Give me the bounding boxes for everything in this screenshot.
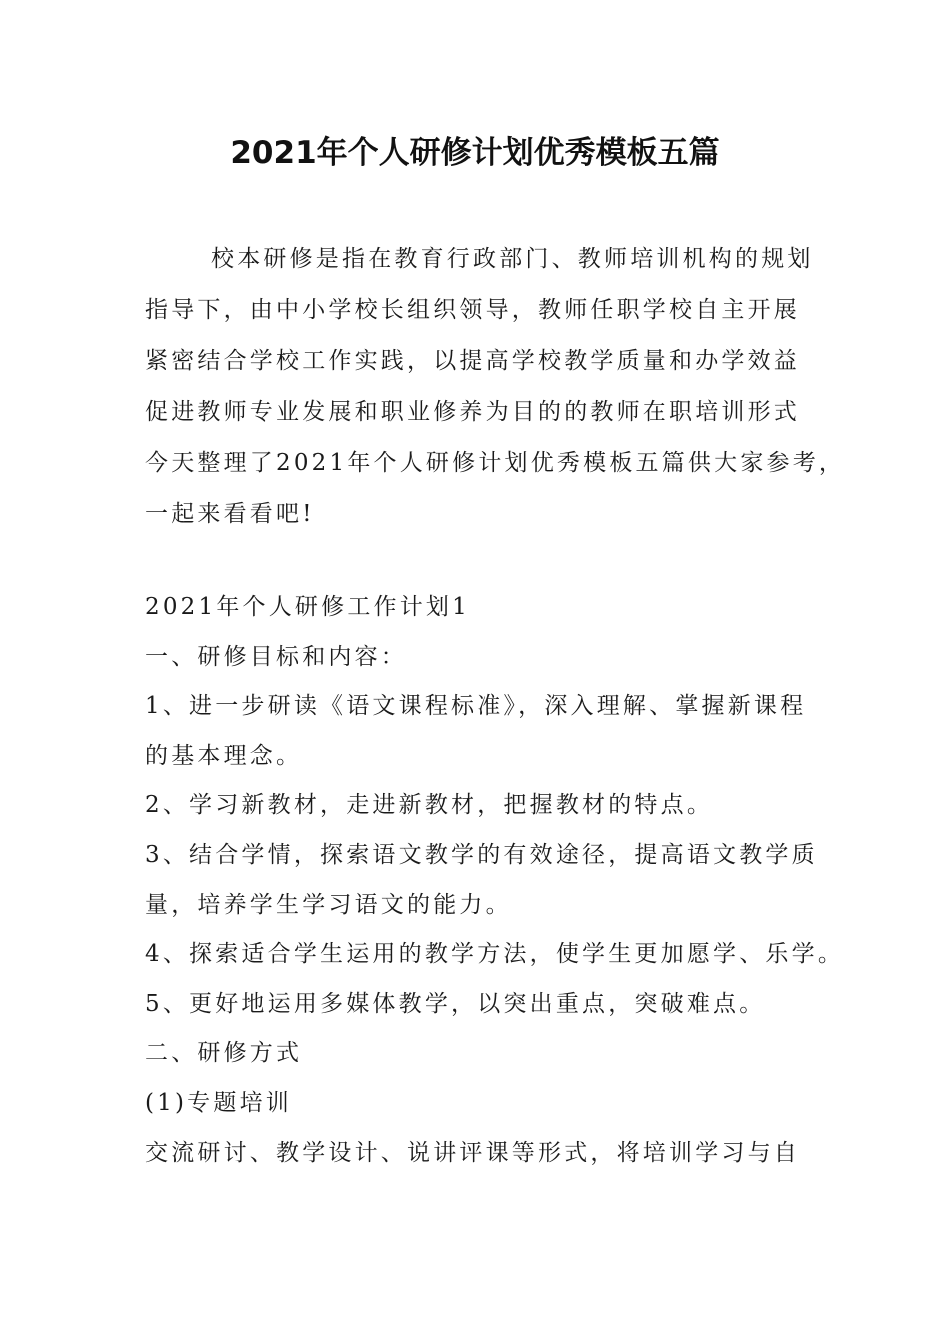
plan-heading: 2021年个人研修工作计划1	[145, 594, 470, 620]
plan-item: 1、进一步研读《语文课程标准》，深入理解、掌握新课程	[145, 693, 807, 720]
intro-line: 校本研修是指在教育行政部门、教师培训机构的规划	[211, 246, 814, 272]
plan-item: 4、探索适合学生运用的教学方法，使学生更加愿学、乐学。	[145, 941, 845, 968]
intro-line: 紧密结合学校工作实践，以提高学校教学质量和办学效益	[145, 348, 800, 374]
plan-item: 3、结合学情，探索语文教学的有效途径，提高语文教学质	[145, 841, 818, 868]
plan-section	[145, 584, 845, 1179]
document-title: 2021年个人研修计划优秀模板五篇	[230, 135, 720, 171]
intro-line: 今天整理了2021年个人研修计划优秀模板五篇供大家参考，	[145, 450, 846, 476]
intro-line: 一起来看看吧!	[145, 501, 315, 527]
plan-item: 的基本理念。	[145, 742, 303, 769]
intro-paragraph	[145, 236, 846, 542]
section-heading: 二、研修方式	[145, 1040, 303, 1067]
intro-line: 促进教师专业发展和职业修养为目的的教师在职培训形式	[145, 399, 800, 425]
plan-item: 量，培养学生学习语文的能力。	[145, 891, 512, 918]
subsection-heading: (1)专题培训	[145, 1089, 292, 1116]
intro-line: 指导下，由中小学校长组织领导，教师任职学校自主开展	[145, 297, 800, 323]
plan-item: 交流研讨、教学设计、说讲评课等形式，将培训学习与自	[145, 1139, 800, 1166]
plan-item: 2、学习新教材，走进新教材，把握教材的特点。	[145, 792, 714, 819]
section-heading: 一、研修目标和内容：	[145, 643, 407, 670]
plan-item: 5、更好地运用多媒体教学，以突出重点，突破难点。	[145, 990, 766, 1017]
